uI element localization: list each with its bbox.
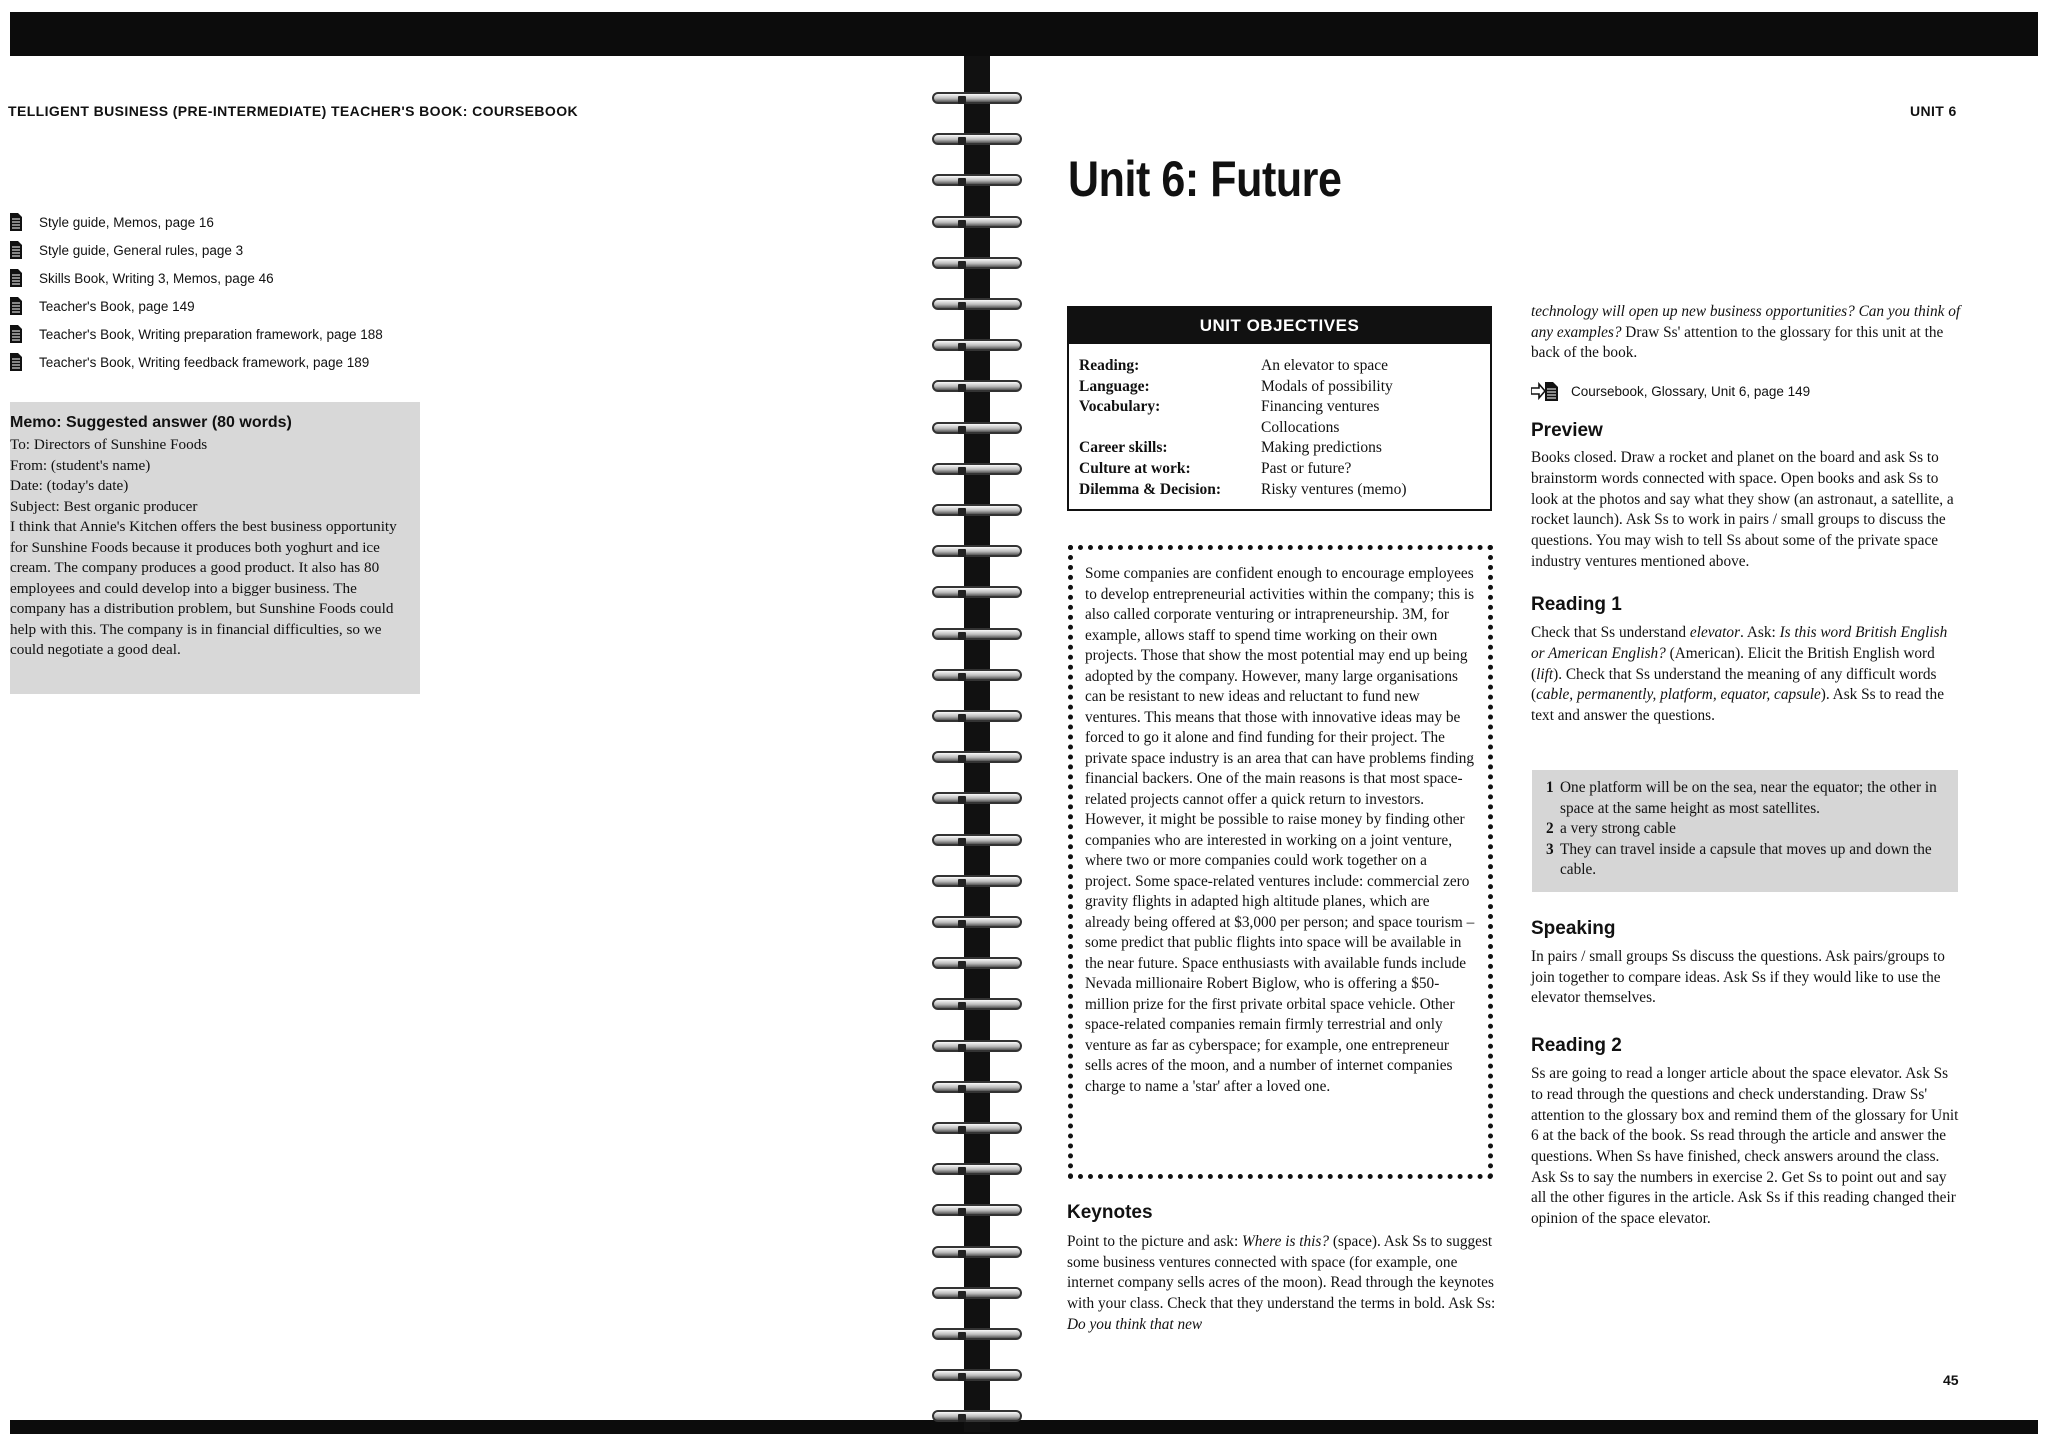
objective-key: Language: xyxy=(1079,377,1150,395)
binding-coil xyxy=(932,582,1022,604)
reading2-text: Ss are going to read a longer article about the space elevator. Ask Ss to read through the questions and check understanding. Draw Ss' attention to the glossary box and remind them of the glossary for Unit 6 at the back of the book. Ss read through the article and answer the questions. When Ss have finished, check answers around the class. Ask Ss to say the numbers in exercise 2. Get Ss to point out and say all the other figures in the article. Ask Ss if this reading changed their opinion of the space elevator. xyxy=(1531,1065,1959,1228)
document-icon xyxy=(10,213,22,231)
objective-row xyxy=(1079,418,1490,439)
reading1-heading: Reading 1 xyxy=(1531,594,1622,616)
memo-to: To: Directors of Sunshine Foods xyxy=(10,436,208,453)
glossary-reference xyxy=(1531,380,1961,402)
memo-answer-box xyxy=(10,402,420,694)
keynotes-text-cont: Draw Ss' attention to the glossary for this unit at the back of the book. xyxy=(1531,323,1944,362)
answer-text: One platform will be on the sea, near the equator; the other in space at the same height as most satellites. xyxy=(1560,779,1937,817)
left-running-head: TELLIGENT BUSINESS (PRE-INTERMEDIATE) TEACHER'S BOOK: COURSEBOOK xyxy=(8,103,579,119)
reference-item xyxy=(10,264,450,292)
answer-number: 2 xyxy=(1546,820,1554,837)
right-running-head: UNIT 6 xyxy=(1910,103,1957,119)
binding-coil xyxy=(932,1159,1022,1181)
binding-coil xyxy=(932,871,1022,893)
keynotes-text-2: (space). Ask Ss to suggest some business ventures connected with space (for example, one internet company sells acres of the moon). Read through the keynotes with your class. Check that they understand the terms in bold. Ask Ss: xyxy=(1067,1233,1496,1313)
answer-number: 1 xyxy=(1546,779,1554,796)
keynotes-section xyxy=(1067,1202,1497,1336)
binding-coil xyxy=(932,459,1022,481)
keynotes-question-cont: technology will open up new business opportunities? Can you think of any examples? xyxy=(1531,303,1961,341)
preview-heading: Preview xyxy=(1531,420,1603,442)
reading1-t1: Check that Ss understand xyxy=(1531,624,1690,642)
binding-coil xyxy=(932,788,1022,810)
objective-row xyxy=(1079,459,1490,480)
speaking-heading: Speaking xyxy=(1531,918,1616,939)
glossary-reference-label: Coursebook, Glossary, Unit 6, page 149 xyxy=(1571,383,1811,399)
memo-subject: Subject: Best organic producer xyxy=(10,497,198,515)
binding-coil xyxy=(932,1283,1022,1305)
binding-coil xyxy=(932,500,1022,522)
binding-coil xyxy=(932,294,1022,316)
reference-item xyxy=(10,208,450,236)
binding-coil xyxy=(932,129,1022,151)
objective-row xyxy=(1079,480,1490,501)
keynotes-question-1: Where is this? xyxy=(1242,1233,1330,1250)
binding-coil xyxy=(932,624,1022,646)
objective-value: An elevator to space xyxy=(1261,357,1388,374)
speaking-text: In pairs / small groups Ss discuss the questions. Ask pairs/groups to join together to compare ideas. Ask Ss if they would like to use the elevator themselves. xyxy=(1531,948,1945,1007)
document-icon xyxy=(10,353,22,371)
keynotes-text xyxy=(1067,1232,1497,1336)
memo-from: From: (student's name) xyxy=(10,456,151,474)
answer-item xyxy=(1546,840,1948,881)
objective-row xyxy=(1079,377,1490,398)
reference-item xyxy=(10,320,450,348)
reading1-t3: (American). Elicit the British English word ( xyxy=(1531,645,1935,683)
document-icon xyxy=(10,325,22,343)
reference-label: Teacher's Book, Writing preparation framework, page 188 xyxy=(39,326,383,342)
objectives-heading: UNIT OBJECTIVES xyxy=(1069,308,1490,344)
binding-coil xyxy=(932,706,1022,728)
binding-coil xyxy=(932,1200,1022,1222)
reference-item xyxy=(10,348,450,376)
binding-coil xyxy=(932,170,1022,192)
top-border xyxy=(10,12,2038,56)
right-column xyxy=(1531,302,1961,727)
objective-row xyxy=(1079,397,1490,418)
binding-coil xyxy=(932,912,1022,934)
reading1-word: lift xyxy=(1536,665,1554,683)
objective-value: Financing ventures xyxy=(1261,398,1380,416)
reading1-t2: . Ask: xyxy=(1740,624,1780,642)
binding-coil xyxy=(932,1118,1022,1140)
binding-coil xyxy=(932,418,1022,440)
page-number: 45 xyxy=(1943,1372,1959,1388)
reading1-words: cable, permanently, platform, equator, capsule xyxy=(1536,686,1821,704)
reference-list xyxy=(10,208,450,376)
arrow-document-icon xyxy=(1531,380,1559,402)
reading1-text xyxy=(1531,623,1961,727)
binding-coil xyxy=(932,88,1022,110)
memo-date: Date: (today's date) xyxy=(10,477,129,494)
binding-coil xyxy=(932,212,1022,234)
objective-value: Modals of possibility xyxy=(1261,377,1393,395)
reference-label: Teacher's Book, page 149 xyxy=(39,298,195,314)
objective-key: Vocabulary: xyxy=(1079,398,1161,416)
reference-label: Teacher's Book, Writing feedback framework, page 189 xyxy=(39,354,370,370)
objective-key: Career skills: xyxy=(1079,439,1168,457)
binding-coil xyxy=(932,1077,1022,1099)
binding-coil xyxy=(932,1242,1022,1264)
binding-coil xyxy=(932,1036,1022,1058)
objective-key: Culture at work: xyxy=(1079,459,1191,477)
document-icon xyxy=(10,241,22,259)
background-info-box: Some companies are confident enough to encourage employees to develop entrepreneurial activities within the company; this is also called corporate venturing or intrapreneurship. 3M, for example, allows staff to spend time working on their own projects. Those that show the most potential may end up being adopted by the company. However, many large organisations can be resistant to new ideas and reluctant to fund new ventures. This means that those with innovative ideas may be forced to go it alone and find funding for their project. The private space industry is an area that can have problems finding financial backers. One of the main reasons is that most space-related projects cannot offer a quick return to investors. However, it might be possible to raise money by finding other companies who are interested in working on a joint venture, where two or more companies could work together on a project. Some space-related ventures include: commercial zero gravity flights in adapted high altitude planes, which are already being offered at $3,000 per person; and space tourism – some predict that public flights into space will be available in the near future. Space enthusiasts with available funds include Nevada millionaire Robert Biglow, who is offering a $50-million prize for the first private orbital space vehicle. Other space-related companies remain firmly terrestrial and only venture as far as cyberspace; for example, one entrepreneur sells acres of the moon, and a number of internet companies charge to name a 'star' after a loved one. xyxy=(1068,545,1493,1179)
answer-text: a very strong cable xyxy=(1560,820,1676,837)
memo-title: Memo: Suggested answer (80 words) xyxy=(10,414,292,431)
objective-key xyxy=(1079,418,1261,439)
preview-text: Books closed. Draw a rocket and planet on the board and ask Ss to brainstorm words connected with space. Open books and ask Ss to look at the photos and say what they show (an astronaut, a satellite, a rocket launch). Ask Ss to work in pairs / small groups to discuss the questions. You may wish to tell Ss about some of the private space industry ventures mentioned above. xyxy=(1531,449,1954,570)
answer-text: They can travel inside a capsule that moves up and down the cable. xyxy=(1560,840,1932,878)
binding-coil xyxy=(932,830,1022,852)
memo-body: I think that Annie's Kitchen offers the best business opportunity for Sunshine Foods because it produces both yoghurt and ice cream. The company produces a good product. It also has 80 employees and could develop into a bigger business. The company has a distribution problem, but Sunshine Foods could help with this. The company is in financial difficulties, so we could negotiate a good deal. xyxy=(10,518,397,658)
answer-item xyxy=(1546,778,1948,819)
reading1-answers-box xyxy=(1532,770,1958,892)
reading1-word: elevator xyxy=(1689,624,1741,642)
keynotes-question-2: Do you think that new xyxy=(1067,1315,1203,1333)
binding-coil xyxy=(932,953,1022,975)
unit-objectives-box xyxy=(1067,306,1492,511)
objective-value: Past or future? xyxy=(1261,459,1352,477)
reference-item xyxy=(10,236,450,264)
binding-coil xyxy=(932,253,1022,275)
binding-coil xyxy=(932,1324,1022,1346)
objective-key: Dilemma & Decision: xyxy=(1079,480,1222,498)
objective-value: Risky ventures (memo) xyxy=(1261,480,1407,498)
answer-number: 3 xyxy=(1546,840,1554,858)
binding-coil xyxy=(932,747,1022,769)
reference-label: Skills Book, Writing 3, Memos, page 46 xyxy=(39,270,274,286)
objective-value: Collocations xyxy=(1261,418,1340,436)
binding-coil xyxy=(932,335,1022,357)
binding-coil xyxy=(932,1365,1022,1387)
unit-title: Unit 6: Future xyxy=(1068,151,1342,207)
reference-item xyxy=(10,292,450,320)
keynotes-heading: Keynotes xyxy=(1067,1202,1153,1223)
reference-label: Style guide, Memos, page 16 xyxy=(39,214,214,230)
binding-coil xyxy=(932,376,1022,398)
document-icon xyxy=(10,269,22,287)
reference-label: Style guide, General rules, page 3 xyxy=(39,242,244,258)
document-icon xyxy=(10,297,22,315)
binding-coil xyxy=(932,1406,1022,1428)
binding-coil xyxy=(932,665,1022,687)
answer-item xyxy=(1546,819,1948,840)
binding-coil xyxy=(932,994,1022,1016)
speaking-section xyxy=(1531,918,1961,1230)
reading1-t4: ). Check that Ss understand the meaning of any difficult words ( xyxy=(1531,665,1937,704)
reading1-t5: ). Ask Ss to read the text and answer the questions. xyxy=(1531,686,1944,725)
objective-value: Making predictions xyxy=(1261,439,1382,457)
keynotes-text-1: Point to the picture and ask: xyxy=(1067,1233,1243,1250)
binding-coil xyxy=(932,541,1022,563)
keynotes-continued xyxy=(1531,302,1961,364)
objective-key: Reading: xyxy=(1079,357,1140,374)
objective-row xyxy=(1079,438,1490,459)
reading1-question: Is this word British English or American English? xyxy=(1531,624,1948,663)
bottom-border xyxy=(10,1420,2038,1434)
reading2-heading: Reading 2 xyxy=(1531,1035,1622,1057)
objective-row xyxy=(1079,356,1490,377)
